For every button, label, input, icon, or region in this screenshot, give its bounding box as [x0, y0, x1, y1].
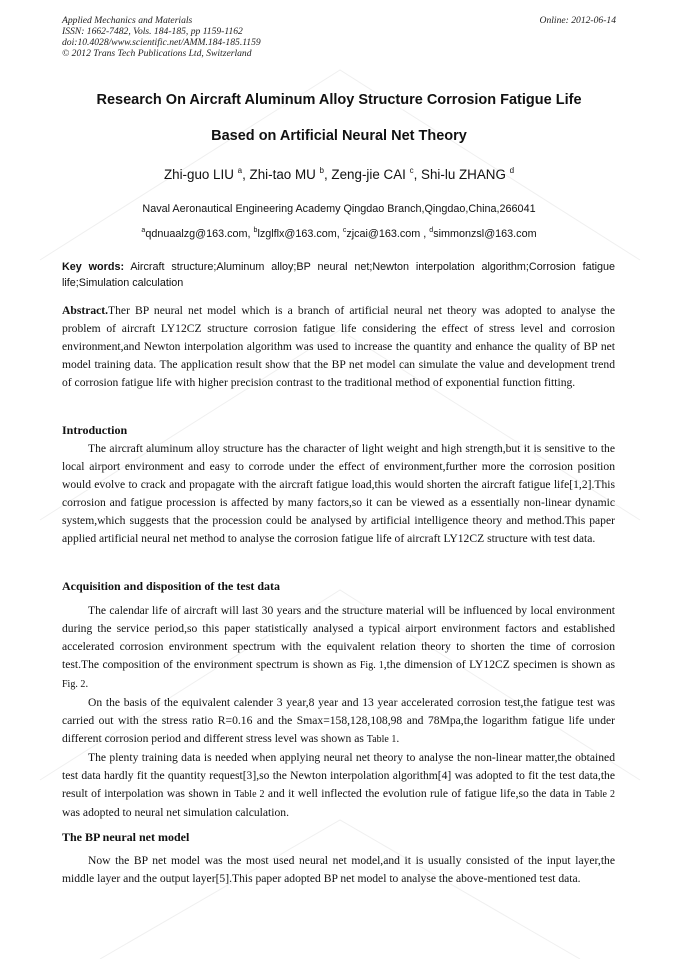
figure-reference: Fig. 2	[62, 679, 86, 690]
section-heading-bp-model: The BP neural net model	[62, 830, 190, 844]
online-date: Online: 2012-06-14	[539, 15, 616, 26]
abstract	[62, 302, 615, 392]
abstract-text: Ther BP neural net model which is a branch of artificial neural net theory was adopted to analyse the problem of aircraft LY12CZ structure corrosion fatigue life considering the effect of stress level and corrosion environment,and Newton interpolation algorithm was used to increase the quantity and enhance the quality of BP net model training data. The application result show that the BP net model can simulate the value and development trend of corrosion fatigue life with higher precision contrast to the traditional method of exponential function fitting.	[62, 304, 615, 389]
table-reference: Table 2	[584, 789, 615, 800]
introduction-body	[62, 440, 615, 548]
copyright-line: © 2012 Trans Tech Publications Ltd, Switzerland	[62, 48, 252, 59]
keywords	[62, 259, 615, 291]
acquisition-body	[62, 602, 615, 822]
paragraph-text: The calendar life of aircraft will last 30 years and the structure material will be influenced by local environment during the service period,so this paper statistically analysed a typical airport environment factors and established accelerated corrosion environment spectrum with the equivalent relation theory to shorten the time of corrosion test.The composition of the environment spectrum is shown as	[62, 604, 615, 671]
paper-title-line-1: Research On Aircraft Aluminum Alloy Structure Corrosion Fatigue Life	[96, 92, 582, 108]
paragraph-text: .	[85, 677, 89, 690]
author-name: Shi-lu ZHANG	[421, 167, 506, 182]
paragraph-text: On the basis of the equivalent calender 3 year,8 year and 13 year accelerated corrosion test,the fatigue test was carried out with the stress ratio R=0.16 and the Smax=158,128,108,98 and 78Mpa,the logarithm fatigue life under different corrosion period and different stress level was shown as	[62, 696, 615, 745]
author-mark: b	[319, 166, 324, 175]
issn-line: ISSN: 1662-7482, Vols. 184-185, pp 1159-1162	[62, 26, 243, 37]
table-reference: Table 1	[366, 734, 397, 745]
email-address: simmonzsl@163.com	[433, 228, 537, 240]
paragraph-text: was adopted to neural net simulation calculation.	[62, 806, 289, 819]
acquisition-paragraph-2	[62, 694, 615, 749]
author-list	[40, 166, 638, 182]
bp-model-body	[62, 852, 615, 888]
author-mark: c	[409, 166, 414, 175]
email-mark: d	[429, 227, 434, 234]
email-list	[40, 227, 638, 240]
section-heading-introduction: Introduction	[62, 423, 128, 437]
email-mark: b	[253, 227, 258, 234]
author-separator: ,	[413, 167, 422, 182]
acquisition-paragraph-1	[62, 602, 615, 694]
author-name: Zhi-guo LIU	[163, 167, 234, 182]
doi-line: doi:10.4028/www.scientific.net/AMM.184-185.1159	[62, 37, 261, 48]
journal-header	[62, 15, 616, 59]
keywords-label: Key words:	[62, 261, 125, 273]
abstract-label: Abstract.	[62, 304, 109, 317]
author-name: Zhi-tao MU	[249, 167, 316, 182]
email-mark: c	[342, 227, 347, 234]
email-address: qdnuaalzg@163.com,	[145, 228, 254, 240]
author-separator: ,	[323, 167, 332, 182]
paragraph-text: ,the dimension of LY12CZ specimen is shown as	[383, 658, 616, 671]
introduction-paragraph: The aircraft aluminum alloy structure has the character of light weight and high strength,but it is sensitive to the local airport environment and easy to corrode under the effect of environment,further more the corrosion position would evolve to crack and propagate with the aircraft fatigue load,this would shorten the aircraft fatigue life[1,2].This corrosion and fatigue procession is affected by many factors,so it can be viewed as a essentially non-linear dynamic system,which suggests that the procession could be analysed by artificial intelligence theory and method.This paper applied artificial neural net method to analyse the corrosion fatigue life of aircraft LY12CZ structure with test data.	[62, 442, 615, 545]
author-separator: ,	[242, 167, 250, 182]
section-heading-acquisition: Acquisition and disposition of the test data	[62, 579, 281, 593]
affiliation: Naval Aeronautical Engineering Academy Qingdao Branch,Qingdao,China,266041	[142, 203, 536, 215]
email-address: zjcai@163.com ,	[346, 228, 430, 240]
email-address: lzglflx@163.com,	[257, 228, 343, 240]
paper-title-line-2: Based on Artificial Neural Net Theory	[211, 128, 467, 144]
paragraph-text: .	[396, 732, 400, 745]
figure-reference: Fig. 1	[359, 660, 384, 671]
keywords-text: Aircraft structure;Aluminum alloy;BP neural net;Newton interpolation algorithm;Corrosion fatigue life;Simulation calculation	[62, 261, 616, 289]
journal-name: Applied Mechanics and Materials	[62, 15, 193, 26]
author-mark: d	[509, 166, 515, 175]
author-mark: a	[237, 166, 243, 175]
bp-model-paragraph: Now the BP net model was the most used neural net model,and it is usually consisted of the input layer,the middle layer and the output layer[5].This paper adopted BP net model to analyse the above-mentioned test data.	[62, 854, 615, 885]
author-name: Zeng-jie CAI	[331, 167, 406, 182]
acquisition-paragraph-3	[62, 749, 615, 822]
paragraph-text: and it well inflected the evolution rule of fatigue life,so the data in	[264, 787, 585, 800]
paragraph-text: The plenty training data is needed when applying neural net theory to analyse the non-linear matter,the obtained test data hardly fit the quantity request[3],so the Newton interpolation algorithm[4] was adopted to fit the test data,the result of interpolation was shown in	[62, 751, 615, 800]
table-reference: Table 2	[234, 789, 265, 800]
email-mark: a	[141, 227, 146, 234]
